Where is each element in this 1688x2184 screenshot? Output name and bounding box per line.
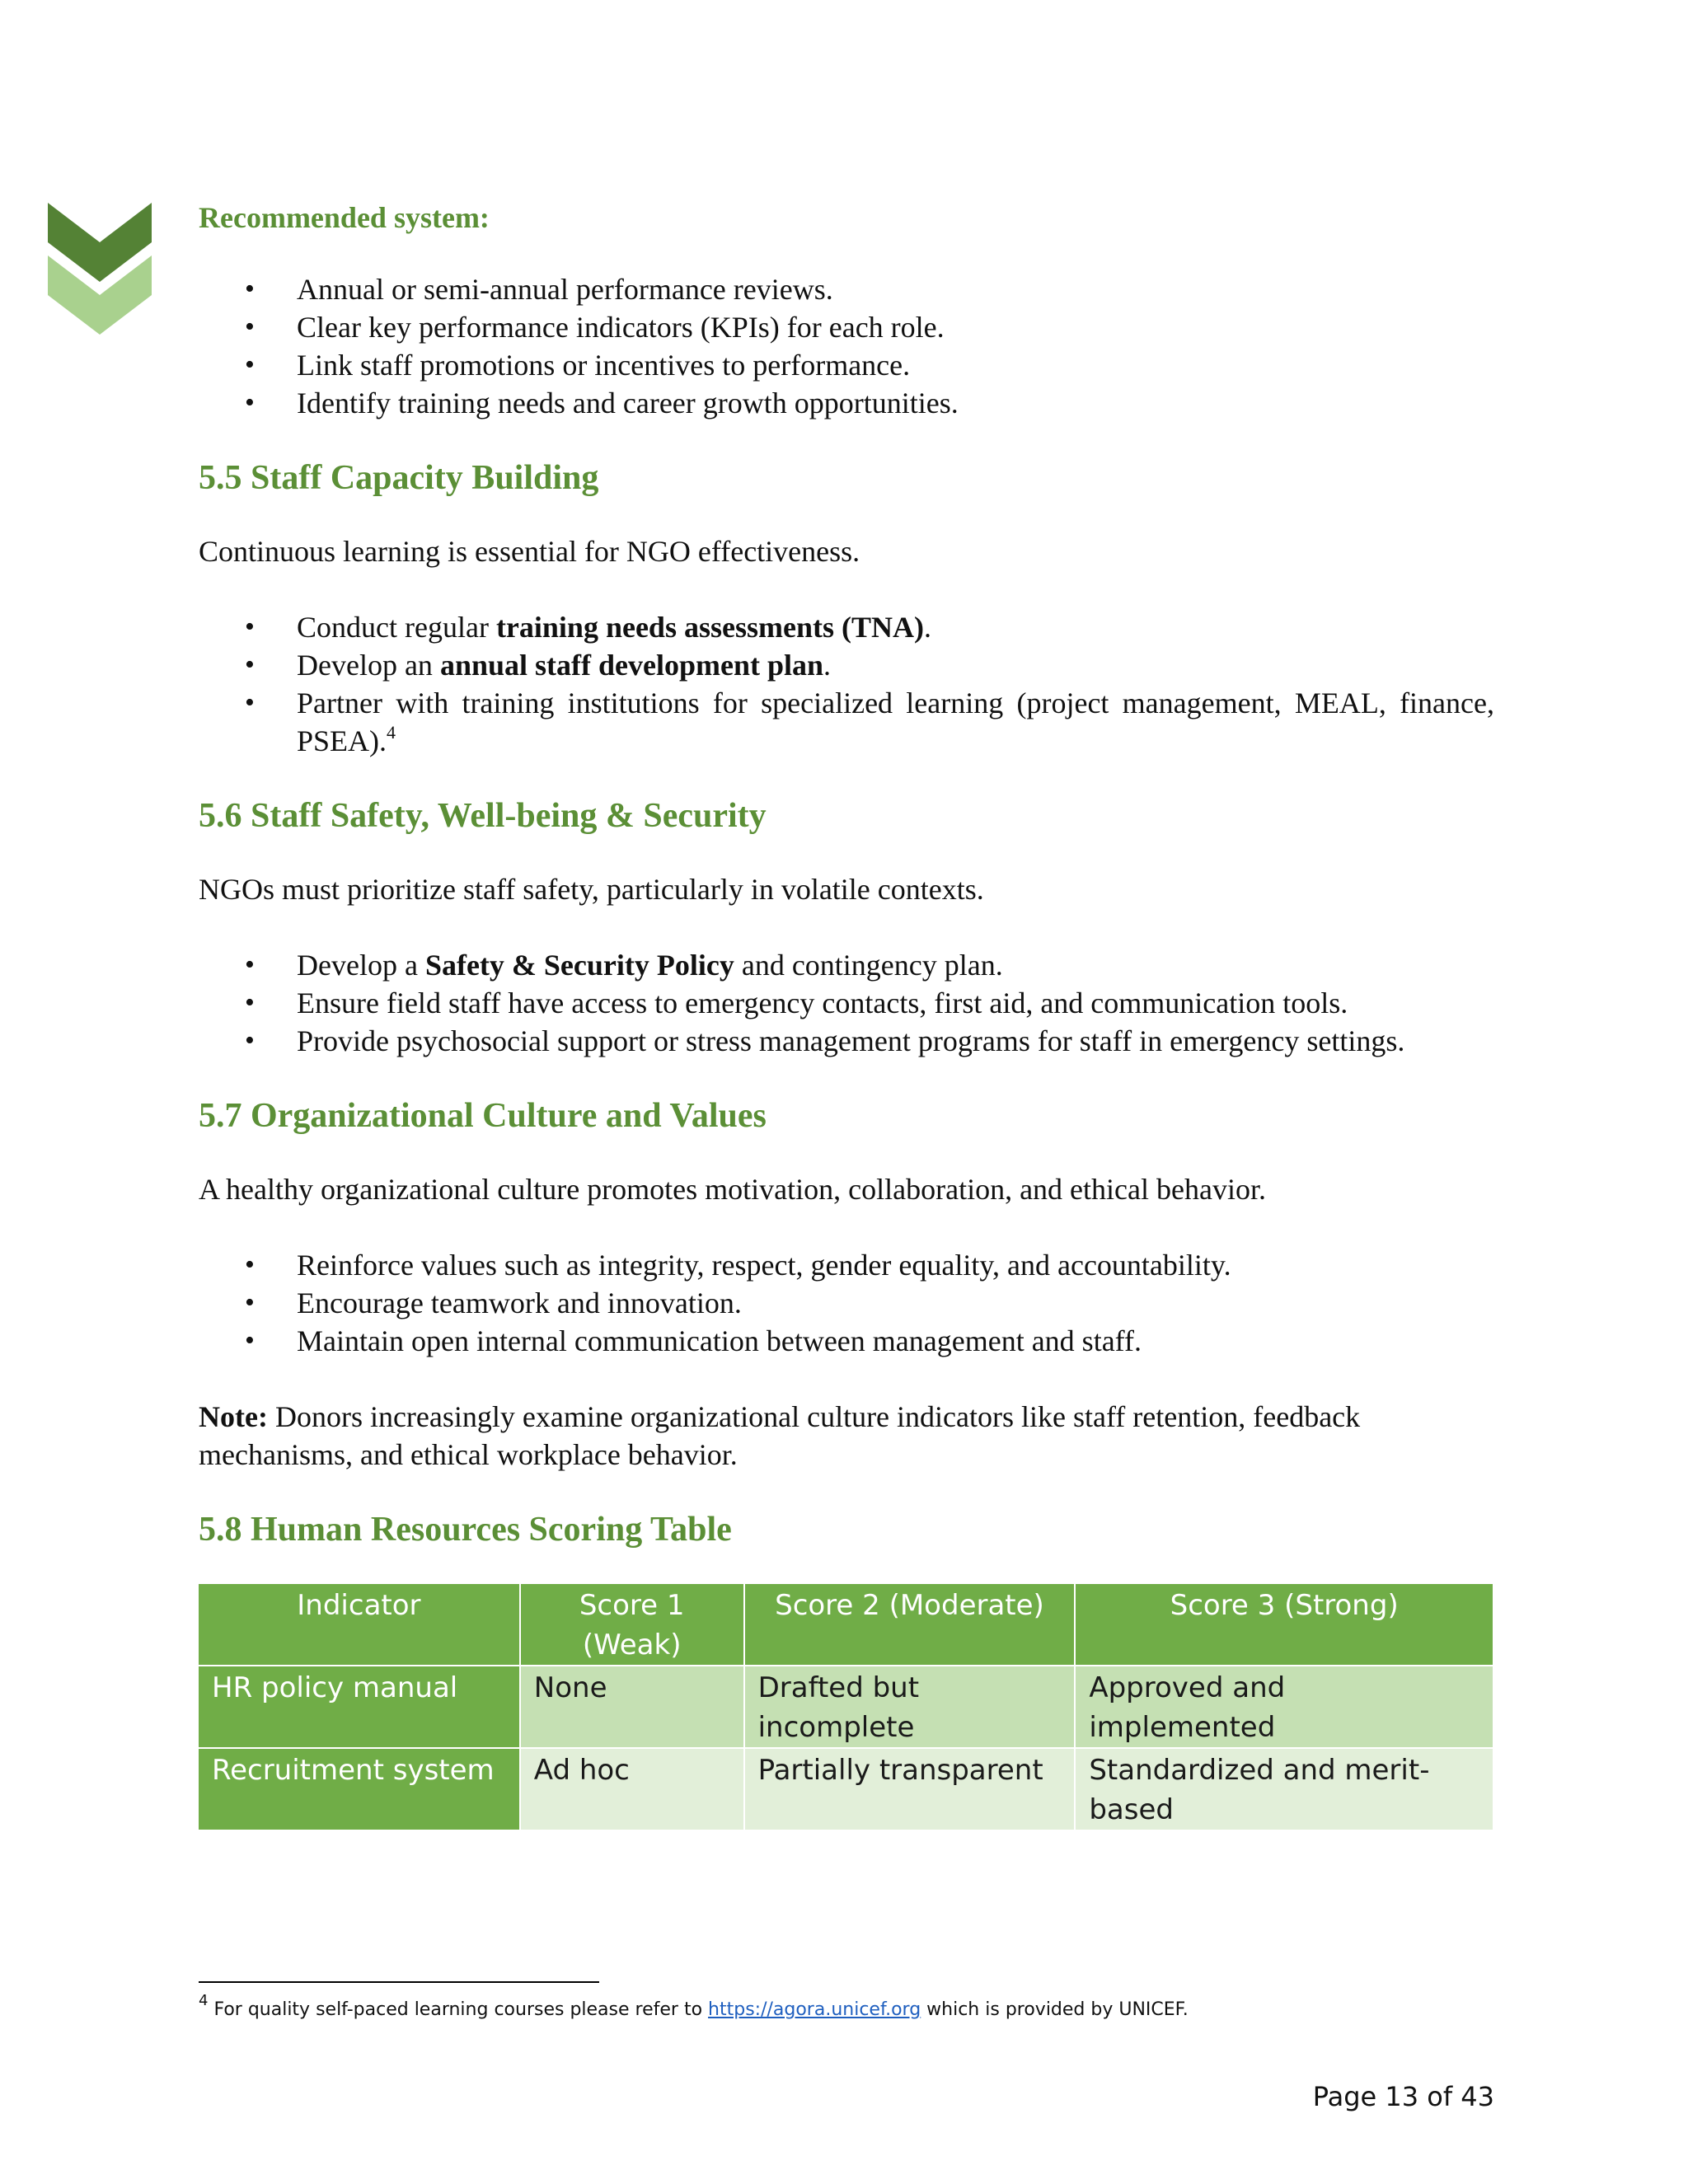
list-item: • Ensure field staff have access to emergency contacts, first aid, and communication tools. xyxy=(297,984,1494,1022)
table-cell: Drafted but incomplete xyxy=(744,1666,1076,1748)
list-item: • Develop an annual staff development plan. xyxy=(297,646,1494,684)
list-item: • Develop a Safety & Security Policy and contingency plan. xyxy=(297,946,1494,984)
footnote-reference: 4 xyxy=(387,722,396,743)
section-5-6-list xyxy=(199,946,1494,1060)
column-header: Score 2 (Moderate) xyxy=(744,1584,1076,1666)
section-5-6-intro: NGOs must prioritize staff safety, particularly in volatile contexts. xyxy=(199,873,984,906)
section-5-5-list xyxy=(199,608,1494,760)
footnote-link[interactable]: https://agora.unicef.org xyxy=(708,1999,921,2020)
recommended-system-label: Recommended system: xyxy=(199,201,490,234)
section-heading-5-5: 5.5 Staff Capacity Building xyxy=(199,459,599,497)
recommended-system-list xyxy=(199,270,1494,422)
column-header: Score 1 (Weak) xyxy=(520,1584,744,1666)
footnote-separator xyxy=(199,1981,599,1983)
hr-scoring-table xyxy=(199,1584,1494,1831)
table-cell: Approved and implemented xyxy=(1075,1666,1493,1748)
list-item: • Reinforce values such as integrity, respect, gender equality, and accountability. xyxy=(297,1246,1494,1284)
list-item: • Provide psychosocial support or stress management programs for staff in emergency settings. xyxy=(297,1022,1494,1060)
page-number: Page 13 of 43 xyxy=(1312,2081,1494,2112)
list-item: • Conduct regular training needs assessments (TNA). xyxy=(297,608,1494,646)
list-item: • Clear key performance indicators (KPIs) for each role. xyxy=(297,308,1494,346)
table-cell: Ad hoc xyxy=(520,1748,744,1830)
section-heading-5-8: 5.8 Human Resources Scoring Table xyxy=(199,1511,732,1549)
list-item: • Encourage teamwork and innovation. xyxy=(297,1284,1494,1322)
table-cell: Partially transparent xyxy=(744,1748,1076,1830)
footnote-text: For quality self-paced learning courses please refer to xyxy=(213,1999,709,2020)
column-header: Score 3 (Strong) xyxy=(1075,1584,1493,1666)
page-content xyxy=(199,194,1494,1831)
table-row xyxy=(199,1748,1493,1830)
list-item: • Link staff promotions or incentives to performance. xyxy=(297,346,1494,384)
column-header: Indicator xyxy=(199,1584,520,1666)
table-row xyxy=(199,1666,1493,1748)
table-cell: None xyxy=(520,1666,744,1748)
note-text: Donors increasingly examine organizational culture indicators like staff retention, feedback mechanisms, and ethical workplace behavior. xyxy=(199,1400,1361,1471)
row-header-cell: Recruitment system xyxy=(199,1748,520,1830)
list-item: • Annual or semi-annual performance reviews. xyxy=(297,270,1494,308)
section-heading-5-7: 5.7 Organizational Culture and Values xyxy=(199,1097,767,1135)
row-header-cell: HR policy manual xyxy=(199,1666,520,1748)
section-5-7-list xyxy=(199,1246,1494,1360)
note-label: Note: xyxy=(199,1400,268,1433)
double-chevron-down-icon xyxy=(48,203,152,335)
table-header-row xyxy=(199,1584,1493,1666)
table-cell: Standardized and merit-based xyxy=(1075,1748,1493,1830)
list-item: • Identify training needs and career growth opportunities. xyxy=(297,384,1494,422)
section-heading-5-6: 5.6 Staff Safety, Well-being & Security xyxy=(199,797,767,835)
section-5-5-intro: Continuous learning is essential for NGO effectiveness. xyxy=(199,535,860,568)
section-5-7-intro: A healthy organizational culture promotes motivation, collaboration, and ethical behavior. xyxy=(199,1173,1266,1206)
footnote-text-after: which is provided by UNICEF. xyxy=(921,1999,1189,2020)
list-item: • Partner with training institutions for specialized learning (project management, MEAL, finance, PSEA).$^4$ xyxy=(297,684,1494,760)
list-item: • Maintain open internal communication between management and staff. xyxy=(297,1322,1494,1360)
footnote-number: 4 xyxy=(199,1991,209,2009)
footnote xyxy=(199,1991,1494,2022)
note-paragraph xyxy=(199,1398,1494,1474)
